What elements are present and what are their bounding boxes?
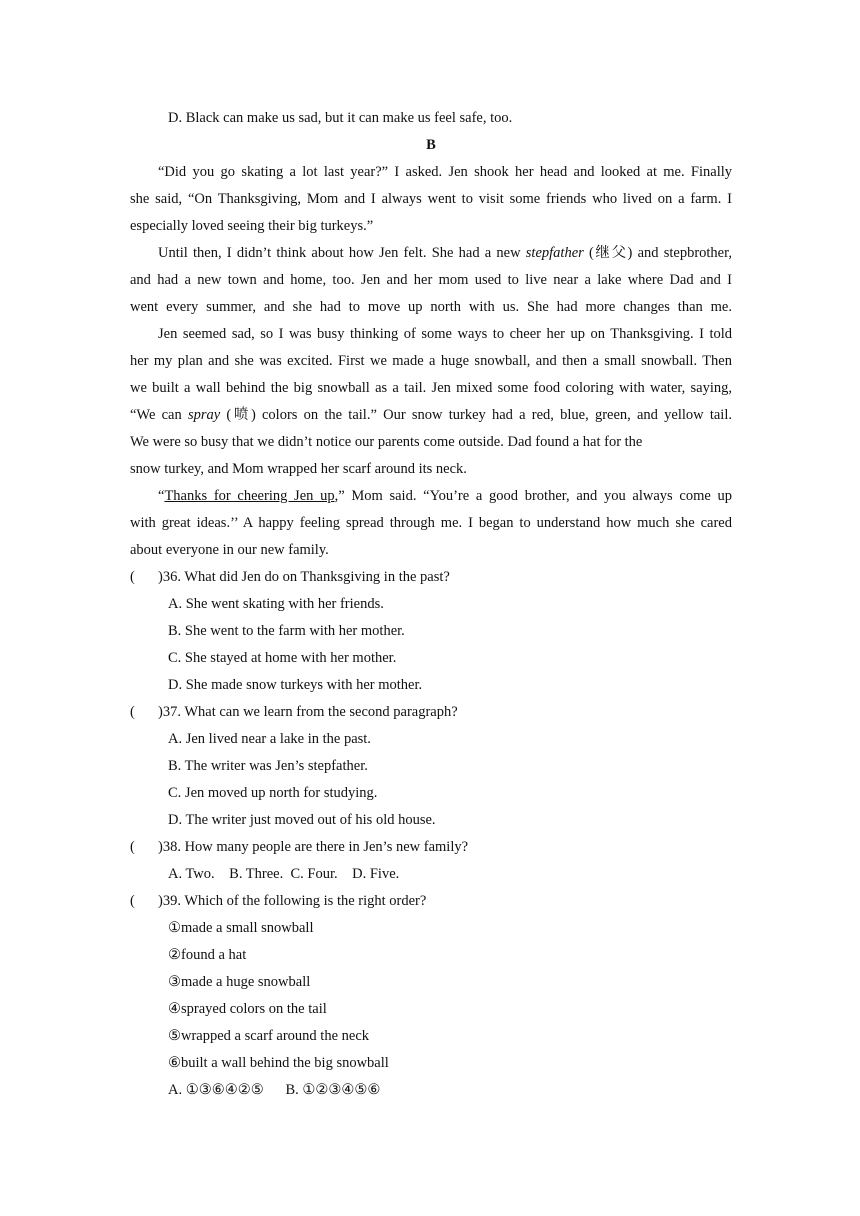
passage-p3-line6: snow turkey, and Mom wrapped her scarf around its neck. xyxy=(130,461,467,477)
question-36-stem xyxy=(130,567,732,587)
question-text: )37. What can we learn from the second paragraph? xyxy=(158,704,458,720)
question-36-option-d: D. She made snow turkeys with her mother. xyxy=(168,677,423,693)
passage-p2-line2: and had a new town and home, too. Jen and her mom used to live near a lake where Dad and I xyxy=(130,272,732,288)
question-37-option-d: D. The writer just moved out of his old house. xyxy=(168,812,436,828)
question-text: )36. What did Jen do on Thanksgiving in the past? xyxy=(158,569,450,585)
answer-blank: ( xyxy=(130,569,135,585)
question-38-stem xyxy=(130,837,732,857)
question-36-option-a: A. She went skating with her friends. xyxy=(168,596,384,612)
text-run: Until then, I didn’t think about how Jen felt. She had a new xyxy=(158,245,526,261)
italic-word-spray: spray xyxy=(187,407,221,423)
passage-p3-line4 xyxy=(130,405,732,425)
question-text: )38. How many people are there in Jen’s new family? xyxy=(158,839,469,855)
answer-blank: ( xyxy=(130,704,135,720)
question-text: )39. Which of the following is the right order? xyxy=(158,893,427,909)
question-39-item-4: ④sprayed colors on the tail xyxy=(168,1001,327,1017)
question-37-option-b: B. The writer was Jen’s stepfather. xyxy=(168,758,368,774)
question-39-item-6: ⑥built a wall behind the big snowball xyxy=(168,1055,389,1071)
passage-p3-line2: her my plan and she was excited. First we made a huge snowball, and then a small snowball. Then xyxy=(130,353,732,369)
question-37-option-c: C. Jen moved up north for studying. xyxy=(168,785,378,801)
question-39-stem xyxy=(130,891,732,911)
question-39-item-3: ③made a huge snowball xyxy=(168,974,311,990)
text-run: ,” Mom said. “You’re a good brother, and you always come up xyxy=(334,488,732,504)
italic-word-stepfather: stepfather xyxy=(525,245,584,261)
passage-p2-line1 xyxy=(158,243,732,263)
question-39-item-2: ②found a hat xyxy=(168,947,247,963)
passage-p3-line5: We were so busy that we didn’t notice our parents come outside. Dad found a hat for the xyxy=(130,434,643,450)
question-36-option-b: B. She went to the farm with her mother. xyxy=(168,623,405,639)
passage-p4-line2: with great ideas.’’ A happy feeling spread through me. I began to understand how much she cared xyxy=(130,515,732,531)
prev-question-option-d: D. Black can make us sad, but it can make us feel safe, too. xyxy=(168,110,513,126)
passage-p1-line1: “Did you go skating a lot last year?” I asked. Jen shook her head and looked at me. Finally xyxy=(158,164,732,180)
passage-p2-line3: went every summer, and she had to move up north with us. She had more changes than me. xyxy=(130,299,732,315)
passage-p3-line1: Jen seemed sad, so I was busy thinking of some ways to cheer her up on Thanksgiving. I told xyxy=(158,326,732,342)
underlined-phrase: Thanks for cheering Jen up xyxy=(164,488,335,504)
text-run: (喷) colors on the tail.” Our snow turkey had a red, blue, green, and yellow tail. xyxy=(220,407,732,423)
answer-blank: ( xyxy=(130,839,135,855)
text-run: “We can xyxy=(130,407,188,423)
question-39-item-1: ①made a small snowball xyxy=(168,920,314,936)
text-run: “ xyxy=(158,488,165,504)
passage-p4-line3: about everyone in our new family. xyxy=(130,542,329,558)
section-label: B xyxy=(426,137,436,153)
passage-p1-line2: she said, “On Thanksgiving, Mom and I always went to visit some friends who lived on a farm. I xyxy=(130,191,732,207)
answer-blank: ( xyxy=(130,893,135,909)
text-run: (继父) and stepbrother, xyxy=(583,245,732,261)
question-39-item-5: ⑤wrapped a scarf around the neck xyxy=(168,1028,370,1044)
passage-p1-line3: especially loved seeing their big turkeys.” xyxy=(130,218,374,234)
question-38-options: A. Two. B. Three. C. Four. D. Five. xyxy=(168,866,400,882)
question-37-option-a: A. Jen lived near a lake in the past. xyxy=(168,731,371,747)
question-37-stem xyxy=(130,702,732,722)
question-39-options: A. ①③⑥④②⑤ B. ①②③④⑤⑥ xyxy=(168,1082,381,1098)
question-36-option-c: C. She stayed at home with her mother. xyxy=(168,650,397,666)
passage-p3-line3: we built a wall behind the big snowball as a tail. Jen mixed some food coloring with water, saying, xyxy=(130,380,732,396)
passage-p4-line1 xyxy=(158,486,732,506)
